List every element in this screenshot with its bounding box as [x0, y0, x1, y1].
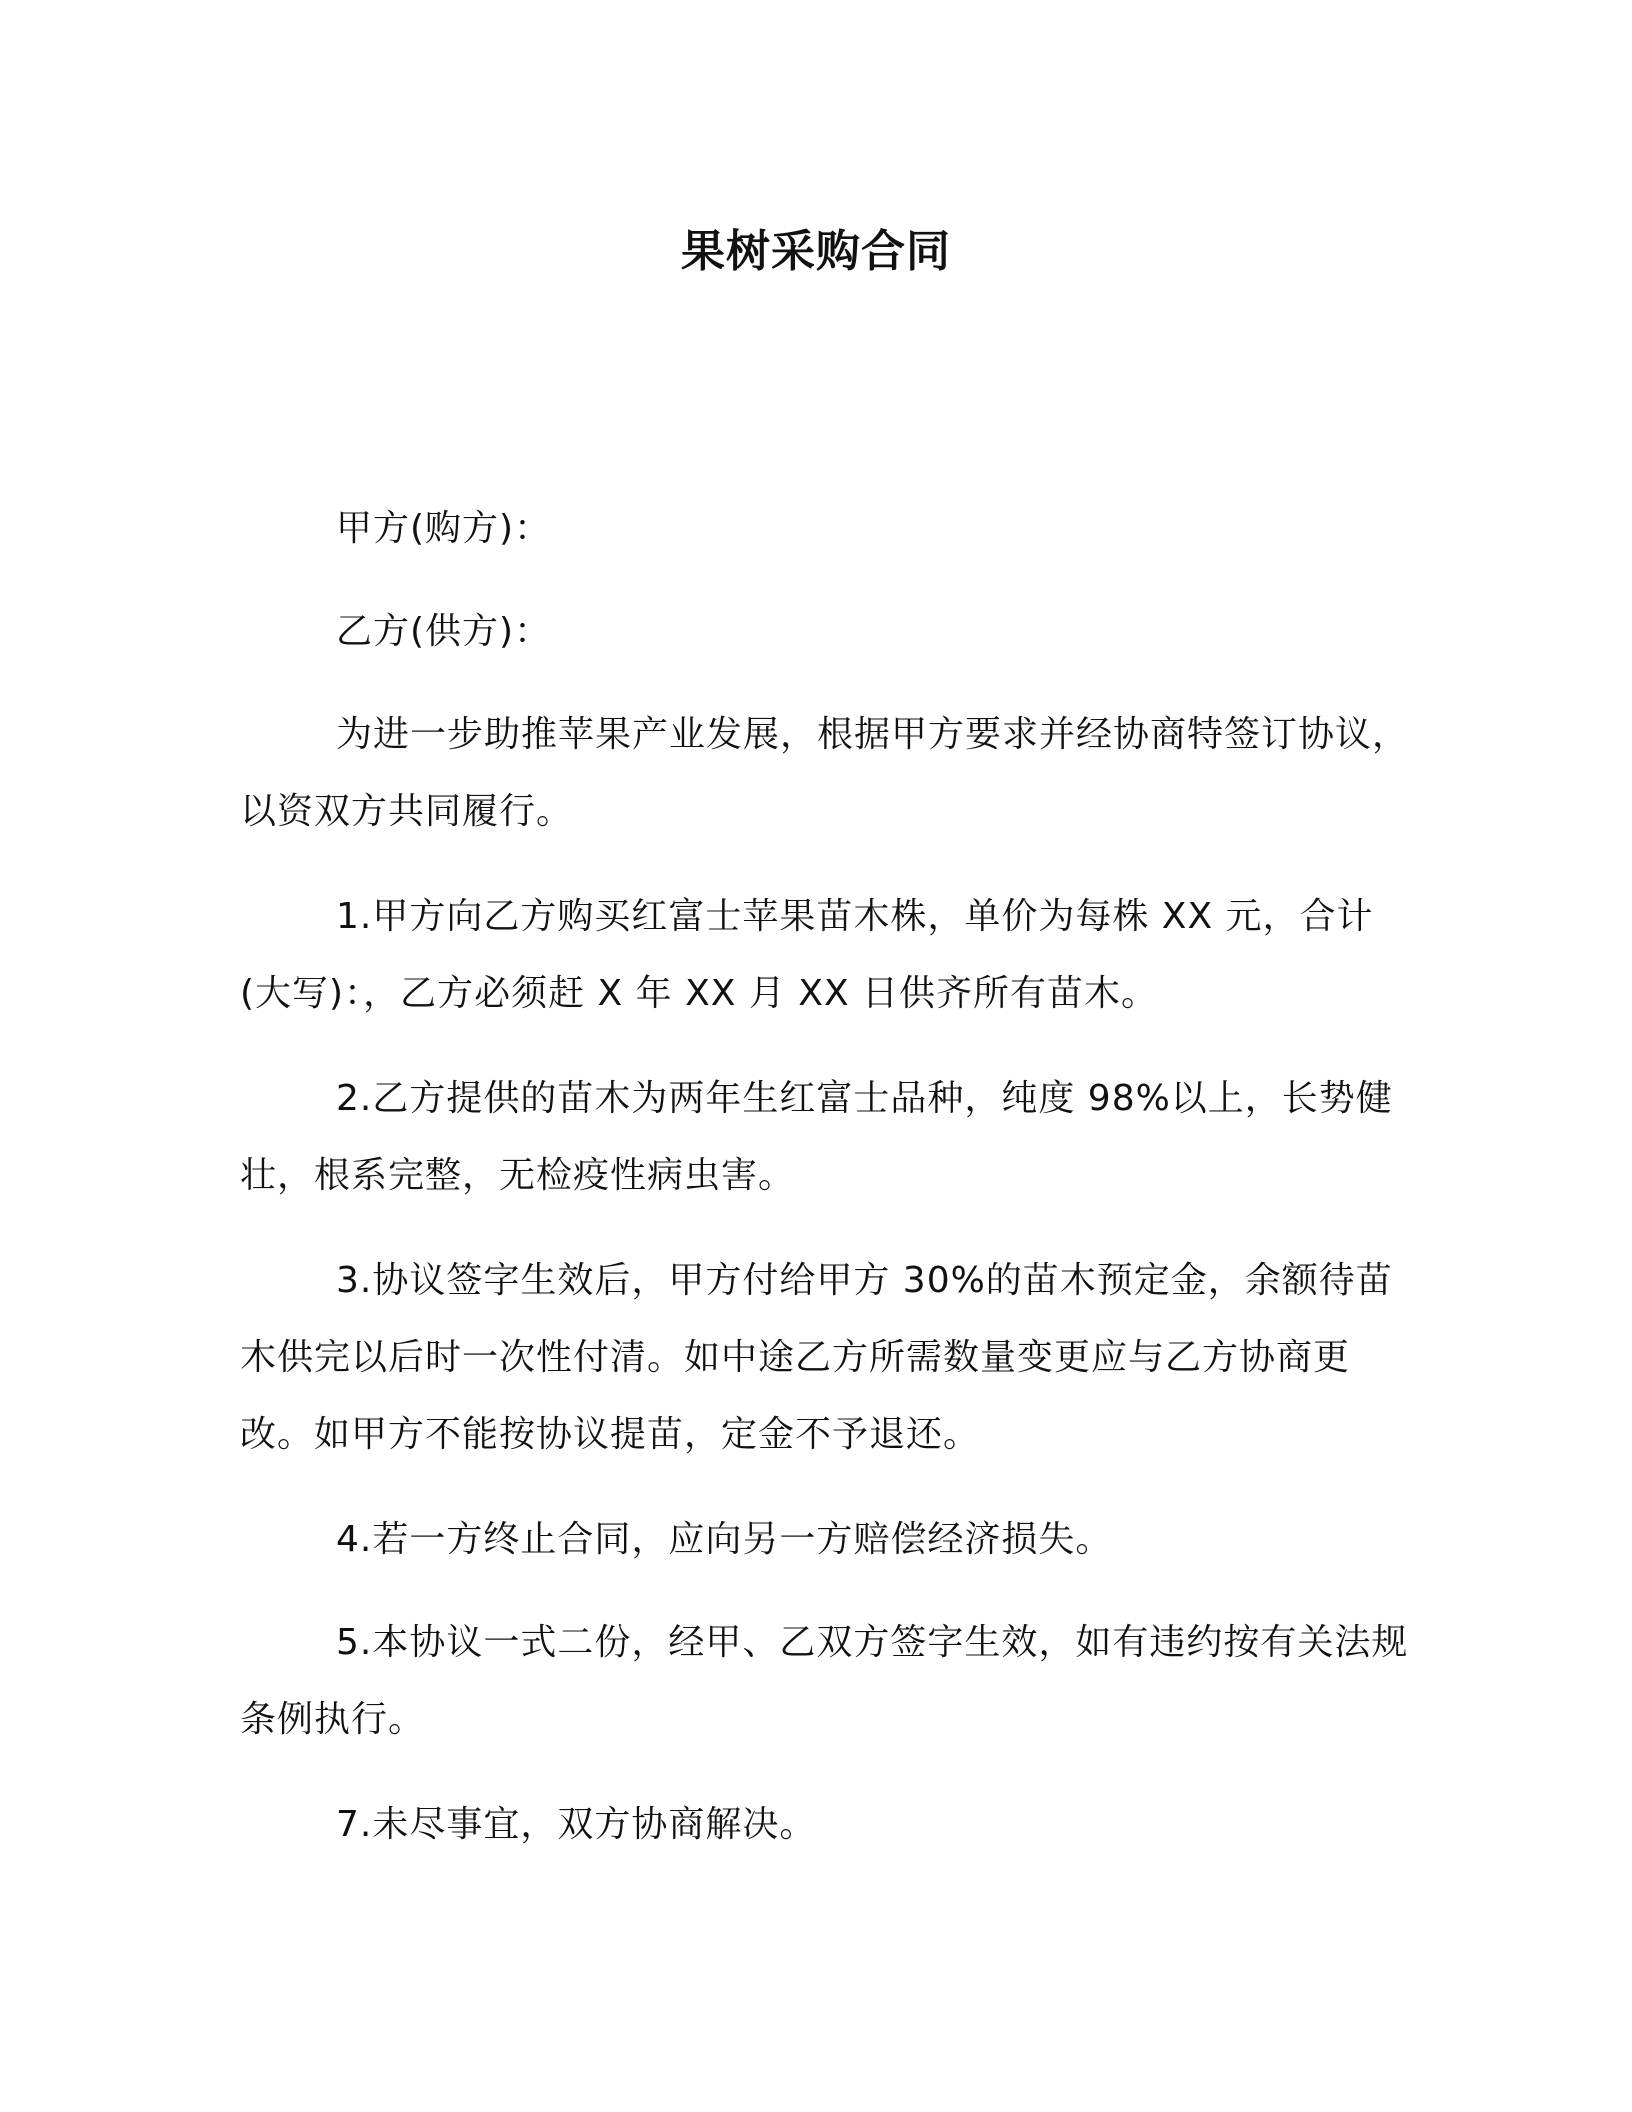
- clause-2: 2.乙方提供的苗木为两年生红富士品种，纯度 98%以上，长势健壮，根系完整，无检疫性病虫害。: [240, 1078, 1393, 1196]
- clause-7: 7.未尽事宜，双方协商解决。: [336, 1804, 817, 1845]
- clause-3: 3.协议签字生效后，甲方付给甲方 30%的苗木预定金，余额待苗木供完以后时一次性付清。如中途乙方所需数量变更应与乙方协商更改。如甲方不能按协议提苗，定金不予退还。: [240, 1260, 1393, 1455]
- document-title: 果树采购合同: [681, 226, 951, 277]
- clause-5: 5.本协议一式二份，经甲、乙双方签字生效，如有违约按有关法规条例执行。: [240, 1622, 1409, 1740]
- intro-paragraph: 为进一步助推苹果产业发展，根据甲方要求并经协商特签订协议，以资双方共同履行。: [240, 714, 1410, 832]
- party-a-line: 甲方(购方)：: [336, 508, 552, 549]
- document-body: [240, 490, 1410, 1889]
- party-b-line: 乙方(供方)：: [336, 611, 552, 652]
- clause-4: 4.若一方终止合同，应向另一方赔偿经济损失。: [336, 1519, 1113, 1560]
- clause-1: 1.甲方向乙方购买红富士苹果苗木株，单价为每株 XX 元，合计(大写)：，乙方必须赶 X 年 XX 月 XX 日供齐所有苗木。: [240, 896, 1374, 1014]
